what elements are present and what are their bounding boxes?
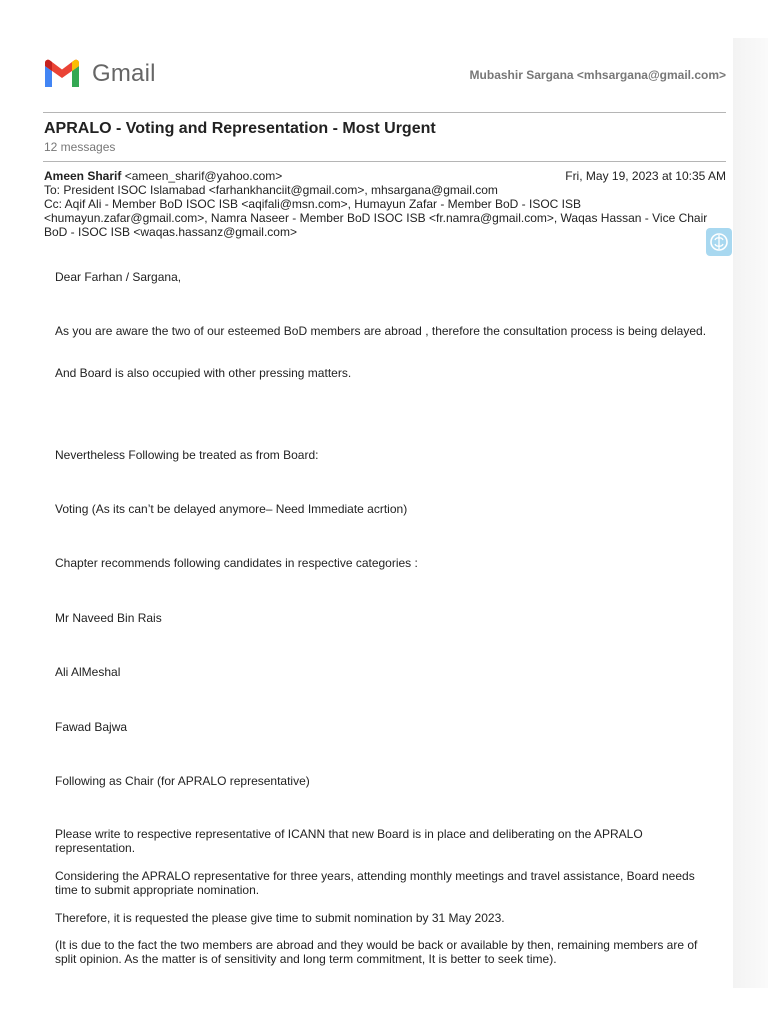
sender-email: <ameen_sharif@yahoo.com> [121,169,283,183]
body-paragraph: Nevertheless Following be treated as from Board: [55,448,319,462]
print-header [43,58,726,113]
candidate-name: Fawad Bajwa [55,720,128,734]
body-paragraph: Therefore, it is requested the please give time to submit nomination by 31 May 2023. [55,911,505,925]
sender-name: Ameen Sharif [44,169,122,183]
body-paragraph: Please write to respective representative of ICANN that new Board is in place and deliberating on the APRALO representation. [55,827,643,855]
gmail-logo [43,59,156,89]
candidate-name: Ali AlMeshal [55,665,121,679]
from-row [44,169,726,183]
to-line: To: President ISOC Islamabad <farhankhanciit@gmail.com>, mhsargana@gmail.com [44,183,498,197]
candidate-name: Mr Naveed Bin Rais [55,611,162,625]
extension-icon [709,232,729,252]
body-paragraph: (It is due to the fact the two members are abroad and they would be back or available by then, remaining members are of split opinion. As the matter is of sensitivity and long term commitment, It is better to seek time). [55,938,698,966]
body-paragraph: Considering the APRALO representative for three years, attending monthly meetings and travel assistance, Board needs time to submit appropriate nomination. [55,869,695,897]
extension-button[interactable] [706,228,732,256]
body-paragraph: And Board is also occupied with other pressing matters. [55,366,352,380]
gmail-logo-text: Gmail [92,60,156,87]
body-paragraph: Following as Chair (for APRALO representative) [55,774,310,788]
divider [43,161,726,162]
body-paragraph: As you are aware the two of our esteemed BoD members are abroad , therefore the consultation process is being delayed. [55,324,707,338]
message-header [44,169,726,239]
thread-subject: APRALO - Voting and Representation - Most Urgent [44,120,436,137]
greeting: Dear Farhan / Sargana, [55,270,182,284]
cc-line: Cc: Aqif Ali - Member BoD ISOC ISB <aqifali@msn.com>, Humayun Zafar - Member BoD - ISOC ISB <humayun.zafar@gmail.com>, Namra Naseer - Member BoD ISOC ISB <fr.namra@gmail.com>, Waqas Hassan - Vice Chair BoD - ISOC ISB <waqas.hassanz@gmail.com> [44,197,708,239]
page-edge-shadow [733,38,768,988]
body-paragraph: Chapter recommends following candidates in respective categories : [55,556,418,570]
gmail-logo-icon [43,59,81,89]
message-count: 12 messages [44,140,116,154]
message-date: Fri, May 19, 2023 at 10:35 AM [565,169,726,183]
body-paragraph: Voting (As its can’t be delayed anymore– Need Immediate acrtion) [55,502,408,516]
account-name: Mubashir Sargana <mhsargana@gmail.com> [469,68,726,82]
